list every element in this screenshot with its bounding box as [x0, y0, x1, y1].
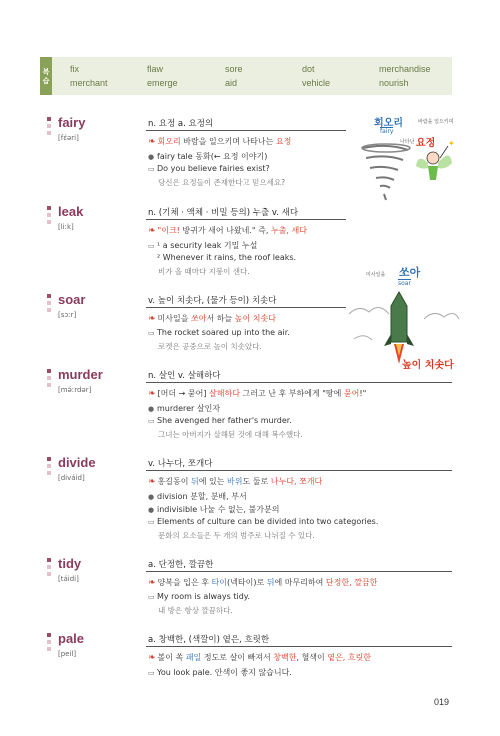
illustration-caption: 요정: [416, 138, 436, 149]
review-tab: 복습: [40, 57, 52, 95]
review-word: emerge: [147, 78, 178, 88]
example-line: ● indivisible 나눌 수 없는, 불가분의: [148, 505, 280, 514]
divider: [146, 571, 452, 572]
translation: 당신은 요정들이 존재한다고 믿으세요?: [158, 178, 286, 187]
page-number: 019: [434, 697, 450, 707]
lips-icon: ❧: [148, 653, 156, 663]
illustration-caption: 높이 치솟다: [402, 360, 454, 371]
review-word: merchant: [70, 78, 108, 88]
mnemonic: ❧ 양복을 입은 후 타이(넥타이)로 뒤에 마무리하여 단정한, 깔끔한: [148, 578, 378, 588]
bullet-icon: ●: [148, 506, 155, 514]
definition: n. (기체 · 액체 · 비밀 등의) 누출 v. 새다: [148, 208, 299, 218]
translation: 그녀는 아버지가 살해된 것에 대해 복수했다.: [158, 430, 303, 439]
divider: [146, 382, 452, 383]
pronunciation: [peil]: [58, 650, 77, 658]
definition: v. 나누다, 쪼개다: [148, 459, 213, 469]
illustration-title: 쏘아: [399, 266, 421, 279]
divider: [146, 646, 452, 647]
example-icon: ▭: [148, 165, 155, 173]
headword: murder: [58, 367, 103, 382]
lips-icon: ❧: [148, 137, 156, 147]
review-word: dot: [302, 64, 315, 74]
review-word: sore: [225, 64, 243, 74]
definition: a. 창백한, (색깔이) 옅은, 흐릿한: [148, 635, 270, 645]
review-word: merchandise: [379, 64, 431, 74]
pronunciation: [mə́ːrdər]: [58, 386, 92, 394]
illustration-caption: 나타난: [400, 139, 415, 145]
divider: [146, 219, 346, 220]
illustration-en: fairy: [380, 128, 394, 135]
pronunciation: [fɛ́əri]: [58, 134, 79, 142]
mnemonic: ❧ 볼이 쏙 패일 정도로 살이 빠져서 창백한, 혈색이 옅은, 흐릿한: [148, 653, 372, 663]
mnemonic: ❧ [머더 → 묻어] 살해하다 그러고 난 후 부하에게 "땅에 묻어!": [148, 389, 367, 399]
review-word: fix: [70, 64, 79, 74]
translation: 비가 올 때마다 지붕이 샌다.: [158, 267, 250, 276]
example-icon: ▭: [148, 329, 155, 337]
entry-marker: [47, 117, 51, 138]
translation: 로켓은 공중으로 높이 치솟았다.: [158, 342, 262, 351]
pronunciation: [sɔːr]: [58, 311, 77, 319]
example-line: ▭ The rocket soared up into the air.: [148, 328, 290, 337]
entry-marker: [47, 294, 51, 315]
mnemonic: ❧ "이크! 방귀가 새어 나왔네." 즉, 누출, 새다: [148, 226, 307, 236]
headword: divide: [58, 455, 96, 470]
review-word: vehicle: [302, 78, 331, 88]
illustration-sub: 바람을 일으키며: [418, 119, 454, 125]
mnemonic: ❧ 회오리 바람을 일으키며 나타나는 요정: [148, 137, 292, 147]
illustration-title: 회오리: [374, 118, 403, 129]
translation: 문화의 요소들은 두 개의 범주로 나뉘질 수 있다.: [158, 531, 315, 540]
example-line: ● murderer 살인자: [148, 404, 221, 413]
pronunciation: [diváid]: [58, 474, 85, 482]
definition: n. 살인 v. 살해하다: [148, 371, 221, 381]
example-line: ▭ ¹ a security leak 기밀 누설: [148, 241, 258, 250]
headword: pale: [58, 631, 85, 646]
definition: n. 요정 a. 요정의: [148, 119, 214, 129]
entry-marker: [47, 206, 51, 227]
example-icon: ▭: [148, 417, 155, 425]
illustration-en: soar: [398, 280, 411, 287]
bullet-icon: ●: [148, 493, 155, 501]
fairy-illustration: [348, 108, 458, 203]
entry-marker: [47, 369, 51, 390]
soar-illustration: [344, 264, 462, 376]
definition: a. 단정한, 깔끔한: [148, 560, 214, 570]
review-box: [40, 57, 452, 95]
review-word: flaw: [147, 64, 164, 74]
headword: soar: [58, 292, 86, 307]
pronunciation: [liːk]: [58, 223, 74, 231]
lips-icon: ❧: [148, 477, 156, 487]
bullet-icon: ●: [148, 405, 155, 413]
example-line: ² Whenever it rains, the roof leaks.: [157, 253, 297, 262]
lips-icon: ❧: [148, 578, 156, 588]
example-line: ▭ She avenged her father's murder.: [148, 416, 292, 425]
pronunciation: [táidi]: [58, 575, 79, 583]
mnemonic: ❧ 미사일을 쏘아서 하늘 높이 치솟다: [148, 314, 276, 324]
example-line: ● division 분할, 분배, 부서: [148, 492, 247, 501]
headword: fairy: [58, 115, 86, 130]
example-icon: ▭: [148, 593, 155, 601]
example-icon: ▭: [148, 518, 155, 526]
example-line: ▭ You look pale. 안색이 좋지 않습니다.: [148, 668, 292, 677]
entry-marker: [47, 558, 51, 579]
lips-icon: ❧: [148, 226, 156, 236]
example-icon: ▭: [148, 242, 155, 250]
example-line: ▭ Elements of culture can be divided into two categories.: [148, 517, 379, 526]
illustration-sub: 미사일을: [366, 272, 386, 278]
review-word: aid: [225, 78, 238, 88]
entry-marker: [47, 457, 51, 478]
lips-icon: ❧: [148, 389, 156, 399]
headword: tidy: [58, 556, 82, 571]
divider: [146, 470, 452, 471]
translation: 내 방은 항상 깔끔하다.: [158, 606, 233, 615]
divider: [146, 130, 346, 131]
example-icon: ▭: [148, 669, 155, 677]
mnemonic: ❧ 홍길동이 뒤에 있는 바위도 둘로 나누다, 쪼개다: [148, 477, 323, 487]
example-line: ● fairy tale 동화(← 요정 이야기): [148, 152, 268, 161]
divider: [146, 307, 346, 308]
example-line: ▭ Do you believe fairies exist?: [148, 164, 270, 173]
headword: leak: [58, 204, 84, 219]
lips-icon: ❧: [148, 314, 156, 324]
example-line: ▭ My room is always tidy.: [148, 592, 250, 601]
definition: v. 높이 치솟다, (물가 등이) 치솟다: [148, 296, 277, 306]
bullet-icon: ●: [148, 153, 155, 161]
entry-marker: [47, 633, 51, 654]
svg-text:✦: ✦: [448, 139, 455, 148]
review-word: nourish: [379, 78, 409, 88]
